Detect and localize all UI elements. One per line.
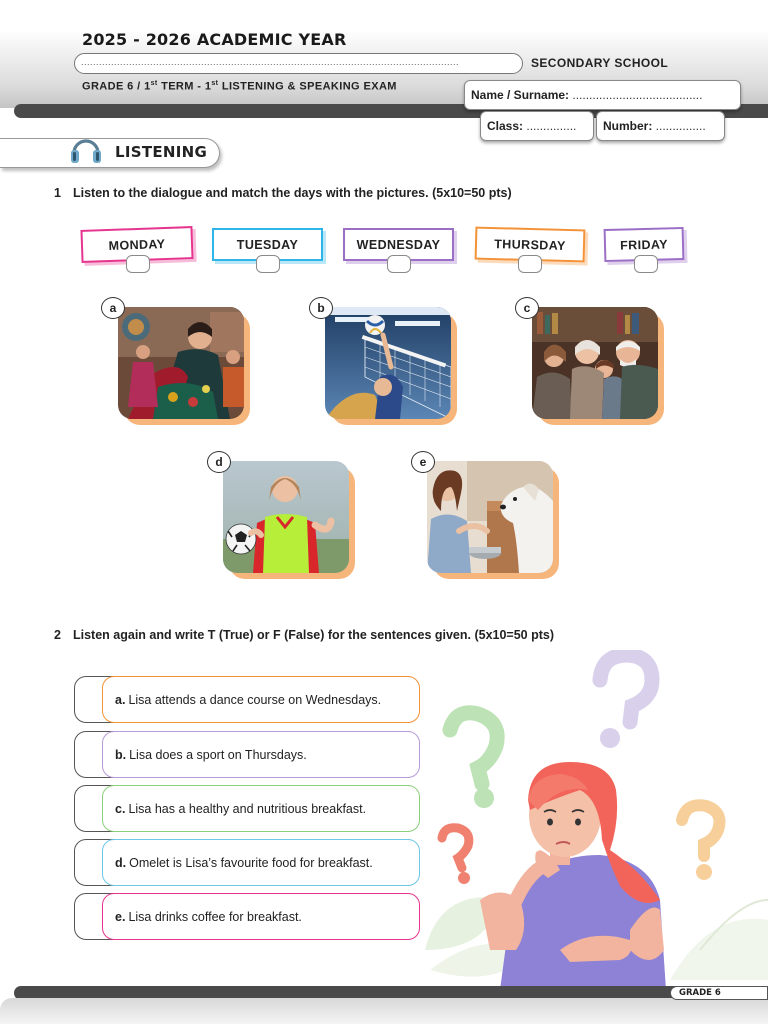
tf-item-b	[74, 731, 420, 778]
tf-item-a	[74, 676, 420, 723]
answer-box-thursday[interactable]	[518, 255, 542, 273]
question-mark-red	[442, 828, 470, 884]
picture-e-dog	[427, 461, 555, 575]
answer-box-wednesday[interactable]	[387, 255, 411, 273]
school-label: SECONDARY SCHOOL	[531, 56, 669, 70]
thinking-girl-illustration	[420, 650, 768, 990]
picture-c-family	[532, 307, 660, 421]
tf-item-d	[74, 839, 420, 886]
picture-label-b: b	[309, 297, 333, 319]
question-2: 2 Listen again and write T (True) or F (False) for the sentences given. (5x10=50 pts)	[54, 628, 555, 642]
day-card-wednesday: WEDNESDAY	[343, 228, 454, 261]
picture-label-e: e	[411, 451, 435, 473]
number-field[interactable]: Number: ...............	[596, 111, 725, 141]
academic-year-title: 2025 - 2026 ACADEMIC YEAR	[82, 30, 347, 49]
day-card-monday: MONDAY	[80, 226, 193, 263]
class-field[interactable]: Class: ...............	[480, 111, 594, 141]
tf-statement-b: b. Lisa does a sport on Thursdays.	[102, 731, 420, 778]
day-card-thursday: THURSDAY	[475, 227, 586, 263]
day-card-tuesday: TUESDAY	[212, 228, 323, 261]
name-surname-field[interactable]: Name / Surname: .......................................	[464, 80, 741, 110]
section-title: LISTENING	[115, 143, 208, 161]
name-surname-label: Name / Surname:	[471, 88, 570, 102]
tf-item-c	[74, 785, 420, 832]
picture-label-d: d	[207, 451, 231, 473]
tf-statement-e: e. Lisa drinks coffee for breakfast.	[102, 893, 420, 940]
picture-a-dance	[118, 307, 246, 421]
tf-statement-c: c. Lisa has a healthy and nutritious breakfast.	[102, 785, 420, 832]
answer-box-tuesday[interactable]	[256, 255, 280, 273]
footer-grade-label: GRADE 6	[670, 986, 768, 1000]
headphones-icon	[69, 131, 103, 165]
picture-b-volleyball	[325, 307, 453, 421]
question-mark-orange	[682, 805, 720, 880]
answer-box-friday[interactable]	[634, 255, 658, 273]
exam-title: GRADE 6 / 1st TERM - 1st LISTENING & SPEAKING EXAM	[82, 80, 397, 93]
school-name-field[interactable]: ..............................................................................................................................	[74, 53, 523, 74]
day-card-friday: FRIDAY	[604, 227, 685, 262]
class-label: Class:	[487, 119, 524, 133]
tf-statement-a: a. Lisa attends a dance course on Wednesdays.	[102, 676, 420, 723]
tf-item-e	[74, 893, 420, 940]
question-1: 1 Listen to the dialogue and match the days with the pictures. (5x10=50 pts)	[54, 186, 512, 200]
tf-statement-d: d. Omelet is Lisa’s favourite food for breakfast.	[102, 839, 420, 886]
picture-d-football	[223, 461, 351, 575]
picture-label-a: a	[101, 297, 125, 319]
picture-label-c: c	[515, 297, 539, 319]
question-mark-purple	[600, 655, 652, 748]
number-label: Number:	[603, 119, 653, 133]
footer-band	[0, 998, 768, 1024]
answer-box-monday[interactable]	[126, 255, 150, 273]
question-mark-green	[450, 713, 497, 808]
